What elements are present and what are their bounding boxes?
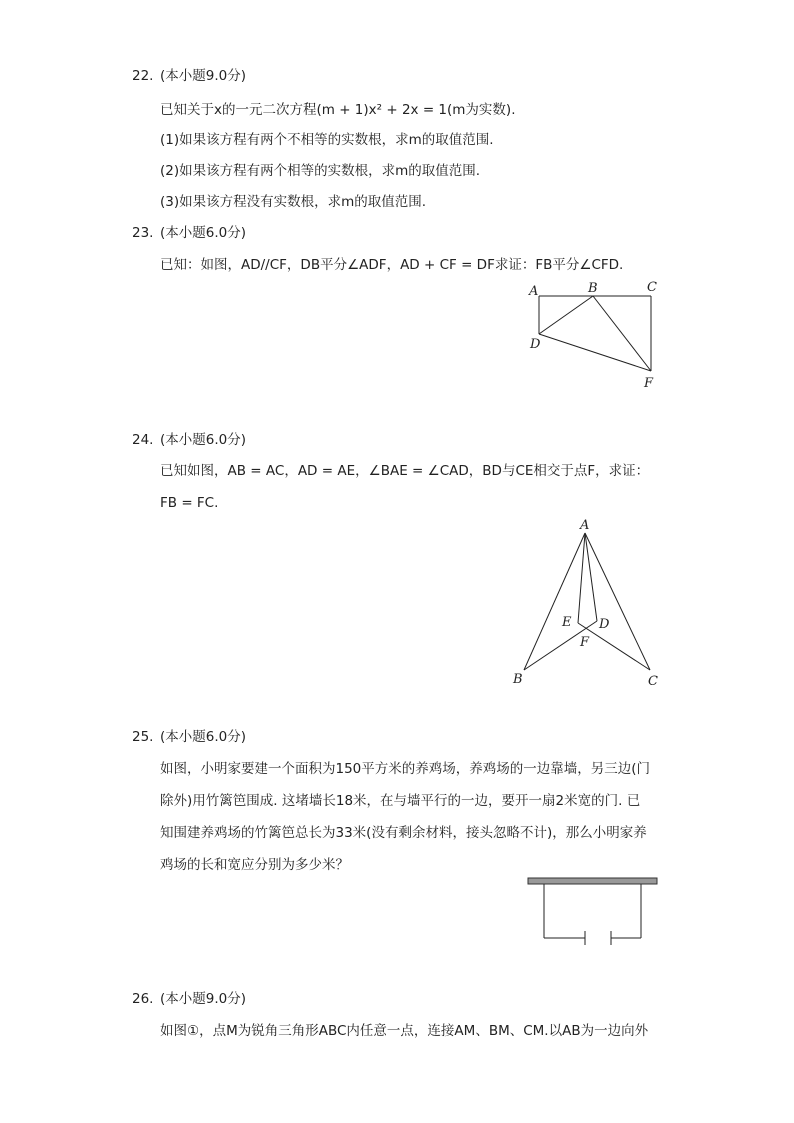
- problem-25-number: 25.: [132, 729, 154, 745]
- fig23-label-c: C: [647, 280, 657, 295]
- problem-22-header: (本小题9.0分): [160, 68, 247, 84]
- problem-26-line-1: 如图①，点M为锐角三角形ABC内任意一点，连接AM、BM、CM.以AB为一边向外: [160, 1023, 649, 1039]
- problem-25-line-1: 如图，小明家要建一个面积为150平方米的养鸡场，养鸡场的一边靠墙，另三边(门: [160, 761, 651, 777]
- problem-23-number: 23.: [132, 225, 154, 241]
- problem-24-header: (本小题6.0分): [160, 432, 247, 448]
- fig24-label-e: E: [562, 615, 572, 630]
- problem-25-line-2: 除外)用竹篱笆围成. 这堵墙长18米，在与墙平行的一边，要开一扇2米宽的门. 已: [160, 793, 641, 809]
- figure-23-diagram: [520, 278, 670, 393]
- fig24-label-b: B: [513, 672, 523, 687]
- problem-26-header: (本小题9.0分): [160, 991, 247, 1007]
- fig24-label-a: A: [580, 518, 590, 533]
- problem-23-statement: 已知：如图，AD//CF，DB平分∠ADF，AD + CF = DF求证：FB平分∠CFD.: [160, 257, 624, 273]
- figure-24-diagram: [505, 515, 675, 690]
- fig23-label-d: D: [530, 337, 541, 352]
- fig24-label-c: C: [648, 674, 658, 689]
- problem-24-conclusion: FB = FC.: [160, 495, 219, 511]
- fig23-label-a: A: [529, 284, 539, 299]
- fig24-label-d: D: [599, 617, 610, 632]
- problem-25-header: (本小题6.0分): [160, 729, 247, 745]
- problem-22-part-2: (2)如果该方程有两个相等的实数根，求m的取值范围.: [160, 163, 481, 179]
- problem-22-number: 22.: [132, 68, 154, 84]
- problem-22-part-1: (1)如果该方程有两个不相等的实数根，求m的取值范围.: [160, 132, 494, 148]
- problem-24-statement: 已知如图，AB = AC，AD = AE，∠BAE = ∠CAD，BD与CE相交于点F，求证：: [160, 463, 650, 479]
- fig23-label-b: B: [588, 281, 598, 296]
- problem-25-line-4: 鸡场的长和宽应分别为多少米？: [160, 857, 349, 873]
- problem-24-number: 24.: [132, 432, 154, 448]
- problem-25-line-3: 知围建养鸡场的竹篱笆总长为33米(没有剩余材料，接头忽略不计)，那么小明家养: [160, 825, 647, 841]
- problem-22-statement: 已知关于x的一元二次方程(m + 1)x² + 2x = 1(m为实数).: [160, 102, 516, 118]
- problem-22-part-3: (3)如果该方程没有实数根，求m的取值范围.: [160, 194, 427, 210]
- figure-25-diagram: [525, 875, 665, 950]
- fig24-label-f: F: [580, 635, 590, 650]
- fig23-label-f: F: [644, 376, 654, 391]
- problem-26-number: 26.: [132, 991, 154, 1007]
- problem-23-header: (本小题6.0分): [160, 225, 247, 241]
